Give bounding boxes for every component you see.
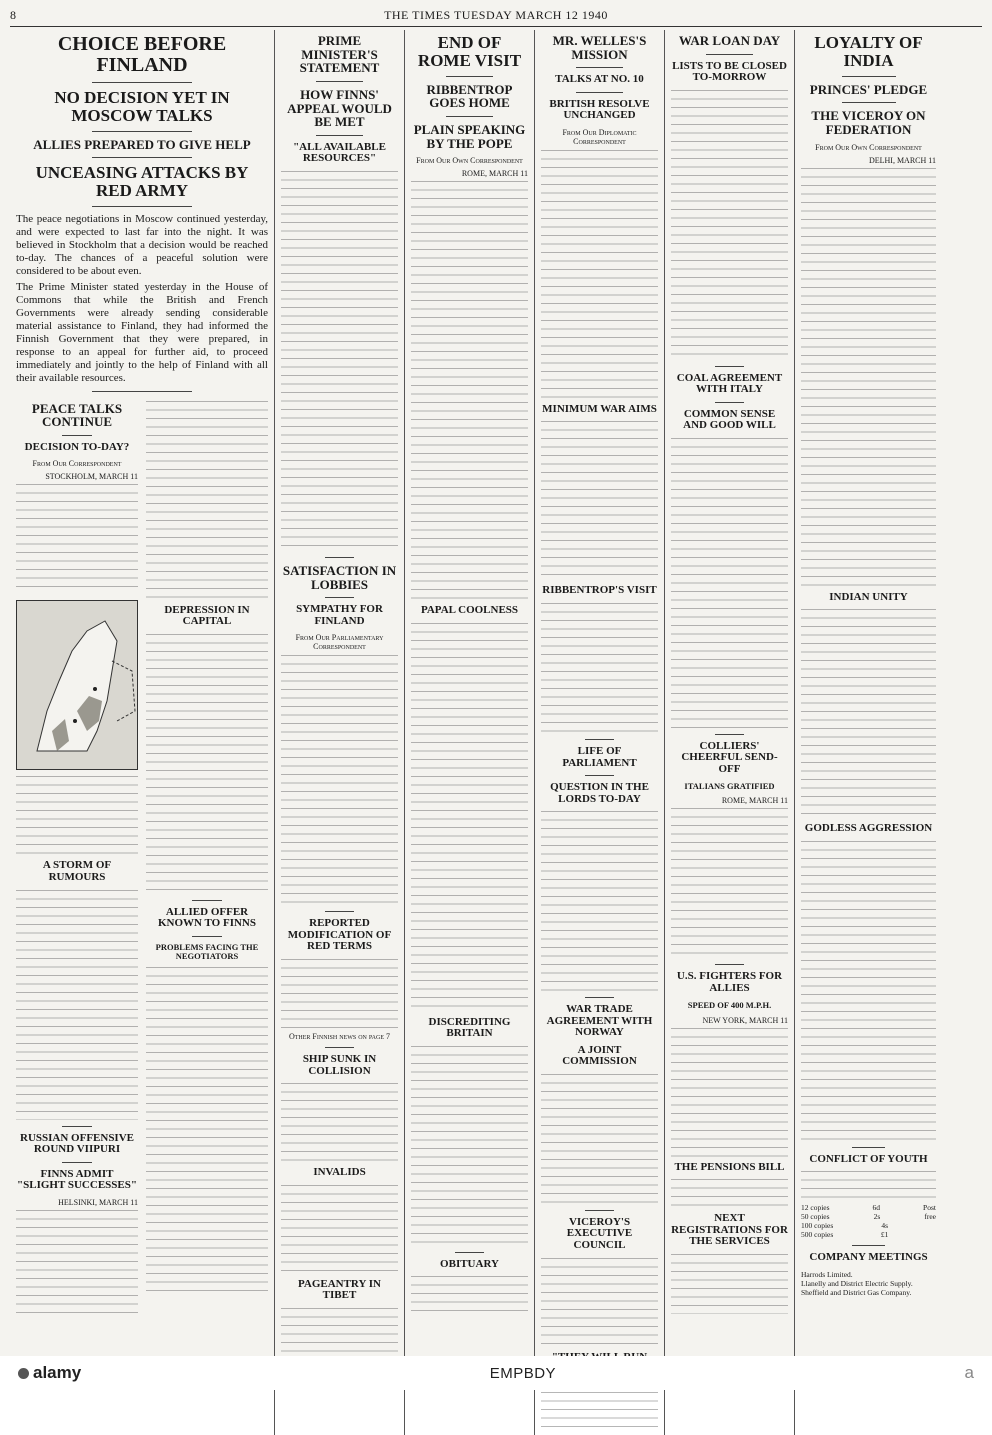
section-heading: MINIMUM WAR AIMS [542,402,657,415]
article-text [281,1185,398,1275]
column-war-loan-day [665,30,795,1435]
section-heading: QUESTION IN THE LORDS TO-DAY [550,781,649,805]
section-heading: FINNS ADMIT "SLIGHT SUCCESSES" [17,1167,137,1192]
section-heading: ITALIANS GRATIFIED [684,780,775,791]
subheadline: PLAIN SPEAKING BY THE POPE [413,121,526,151]
section-heading: THE PENSIONS BILL [674,1160,785,1173]
section-heading: COLLIERS' CHEERFUL SEND-OFF [681,739,778,776]
byline: From Our Own Correspondent [815,142,922,152]
section-heading: ALLIED OFFER KNOWN TO FINNS [157,905,256,930]
dateline: NEW YORK, MARCH 11 [702,1015,788,1025]
byline: From Our Parliamentary Correspondent [295,633,384,652]
byline: From Our Own Correspondent [416,156,523,166]
subheadline: BRITISH RESOLVE UNCHANGED [549,97,650,122]
section-heading: INVALIDS [313,1166,366,1179]
subheadline: NO DECISION YET IN MOSCOW TALKS [54,88,230,125]
dateline: ROME, MARCH 11 [461,169,528,179]
section-heading: REPORTED MODIFICATION OF RED TERMS [287,917,392,953]
section-heading: RUSSIAN OFFENSIVE ROUND VIIPURI [20,1131,134,1156]
section-heading: PAPAL COOLNESS [420,604,519,617]
article-text [281,959,398,1029]
article-text [541,603,658,733]
price-table [801,1203,936,1239]
article-text [801,609,936,819]
price-row: 500 copies £1 [801,1230,889,1240]
section-heading: SPEED OF 400 M.P.H. [687,999,772,1010]
list-item: Sheffield and District Gas Company. [801,1287,912,1297]
section-heading: CONFLICT OF YOUTH [809,1152,928,1165]
section-heading: GODLESS AGGRESSION [804,822,933,835]
article-text [671,1254,788,1314]
article-text [541,811,658,991]
section-heading: LIFE OF PARLIAMENT [562,745,637,769]
article-text [671,1179,788,1209]
article-text [281,171,398,551]
price-row: 100 copies 4s [801,1221,888,1231]
article-text [16,484,138,594]
article-text [16,1210,138,1320]
headline: PRIME MINISTER'S STATEMENT [299,33,380,76]
section-heading: A STORM OF RUMOURS [42,859,112,883]
headline: MR. WELLES'S MISSION [552,33,647,62]
price-row: 12 copies 6d Post [801,1203,936,1213]
subheadline: UNCEASING ATTACKS BY RED ARMY [35,163,249,201]
section-heading: A JOINT COMMISSION [562,1043,637,1068]
section-heading: OBITUARY [440,1257,499,1270]
scandinavia-map-icon [17,601,141,769]
article-text [671,438,788,728]
list-item: Llanelly and District Electric Supply. [801,1278,913,1288]
section-heading: PAGEANTRY IN TIBET [297,1277,382,1302]
section-heading: SYMPATHY FOR FINLAND [296,603,383,627]
article-text [541,421,658,581]
section-heading: SATISFACTION IN LOBBIES [282,562,397,592]
article-text [541,1392,658,1432]
image-code: EMPBDY [489,1364,557,1382]
column-prime-ministers-statement [275,30,405,1435]
section-heading: COMPANY MEETINGS [809,1251,928,1264]
article-text [671,808,788,958]
section-heading: COMMON SENSE AND GOOD WILL [683,407,776,432]
subheadline: PRINCES' PLEDGE [809,81,928,97]
section-heading: DECISION TO-DAY? [24,440,130,453]
headline: END OF ROME VISIT [417,33,522,70]
article-text [671,90,788,360]
lead-paragraph: The Prime Minister stated yesterday in the House of Commons that while the British and French Governments were already sending considerable material assistance to Finland, they had informed the Finnish Government that they were prepared, in response to an appeal for further aid, to proceed immediately and jointly to the help of Finland with all their available resources. [16,280,268,384]
section-heading: DEPRESSION IN CAPITAL [164,603,250,628]
article-text [16,776,138,856]
article-text [411,1046,528,1246]
columns [10,30,982,1356]
section-heading: U.S. FIGHTERS FOR ALLIES [676,970,783,995]
masthead-rule [10,26,982,27]
article-text [801,168,936,588]
section-heading: PROBLEMS FACING THE NEGOTIATORS [155,941,259,961]
dateline: ROME, MARCH 11 [721,796,788,806]
subcolumn-left [16,398,138,1323]
article-text [801,841,936,1141]
dateline: HELSINKI, MARCH 11 [58,1197,138,1207]
byline: From Our Correspondent [32,459,122,469]
map-image [16,600,138,770]
section-heading: PEACE TALKS CONTINUE [31,400,123,430]
headline: CHOICE BEFORE FINLAND [57,33,227,76]
subheadline: THE VICEROY ON FEDERATION [811,108,926,137]
subcolumn-right [146,398,268,1323]
article-text [281,1083,398,1163]
subheadline: "ALL AVAILABLE RESOURCES" [293,140,386,165]
subheadline: TALKS AT NO. 10 [555,73,644,86]
column-mr-welles-mission [535,30,665,1435]
article-text [146,634,268,894]
subheadline: HOW FINNS' APPEAL WOULD BE MET [287,86,392,130]
dateline: STOCKHOLM, MARCH 11 [45,472,138,482]
article-text [541,150,658,400]
section-heading: SHIP SUNK IN COLLISION [302,1052,377,1077]
lead-paragraph: The peace negotiations in Moscow continued yesterday, and were expected to last far into the night. It was believed in Stockholm that a decision would be reached to-day. The chances of a peaceful solution were considered to be about even. [16,213,268,277]
headline: LOYALTY OF INDIA [814,33,923,70]
list-item: Harrods Limited. [801,1269,853,1279]
masthead [10,6,982,24]
article-text [671,1028,788,1158]
alamy-logo-right: a [964,1363,974,1382]
article-text [16,890,138,1120]
headline: WAR LOAN DAY [678,33,781,48]
column-end-of-rome-visit [405,30,535,1435]
section-heading: INDIAN UNITY [829,590,908,603]
section-heading: WAR TRADE AGREEMENT WITH NORWAY [546,1003,653,1039]
section-heading: VICEROY'S EXECUTIVE COUNCIL [566,1215,633,1252]
column-loyalty-of-india [795,30,942,1435]
meetings-list [801,1270,936,1297]
article-text [146,401,268,601]
dateline: DELHI, MARCH 11 [868,155,936,165]
article-text [411,181,528,601]
stock-footer [0,1356,992,1390]
article-text [541,1258,658,1348]
article-text [541,1074,658,1204]
price-row: 50 copies 2s free [801,1212,936,1222]
article-subcolumns [16,398,268,1323]
logo-icon [18,1368,29,1379]
subheadline: RIBBENTROP GOES HOME [426,81,513,111]
section-heading: COAL AGREEMENT WITH ITALY [676,371,783,396]
byline: From Our Diplomatic Correspondent [562,127,637,146]
article-text [411,623,528,1013]
article-text [411,1276,528,1316]
article-text [146,967,268,1297]
section-heading: RIBBENTROP'S VISIT [542,584,657,597]
article-text [281,655,398,905]
column-choice-before-finland [10,30,275,1435]
cross-reference: Other Finnish news on page 7 [288,1031,390,1041]
subheadline: ALLIES PREPARED TO GIVE HELP [33,136,251,152]
page-number: 8 [10,7,17,22]
section-heading: DISCREDITING BRITAIN [428,1015,511,1040]
section-heading: NEXT REGISTRATIONS FOR THE SERVICES [671,1212,788,1248]
alamy-logo: alamy [18,1363,81,1383]
newspaper-title: THE TIMES TUESDAY MARCH 12 1940 [384,7,608,22]
article-text [801,1171,936,1199]
subheadline: LISTS TO BE CLOSED TO-MORROW [672,59,787,84]
